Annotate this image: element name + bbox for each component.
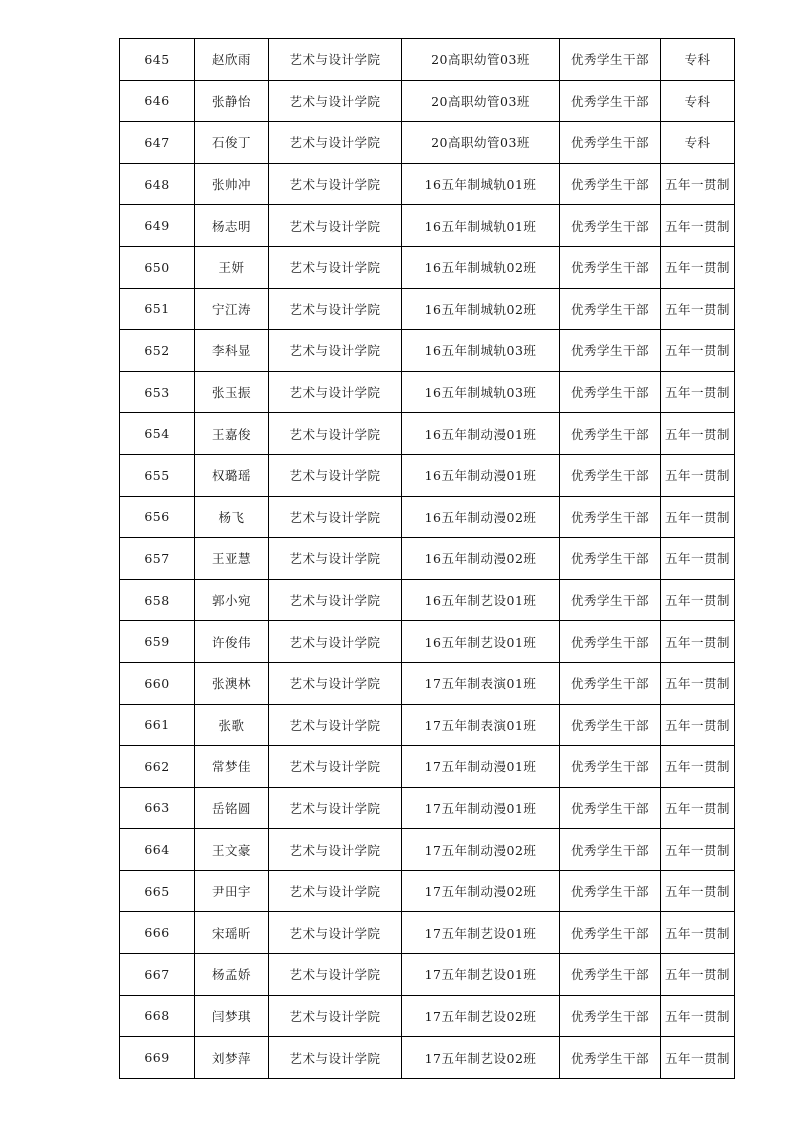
table-row — [120, 538, 735, 580]
program-type-cell: 五年一贯制 — [661, 205, 735, 247]
table-row — [120, 995, 735, 1037]
program-type-cell: 五年一贯制 — [661, 579, 735, 621]
serial-number-cell: 658 — [120, 579, 195, 621]
class-cell: 16五年制城轨03班 — [402, 371, 560, 413]
program-type-cell: 专科 — [661, 122, 735, 164]
serial-number-cell: 653 — [120, 371, 195, 413]
class-cell: 16五年制城轨02班 — [402, 246, 560, 288]
class-cell: 16五年制艺设01班 — [402, 579, 560, 621]
class-cell: 16五年制艺设01班 — [402, 621, 560, 663]
table-row — [120, 662, 735, 704]
award-cell: 优秀学生干部 — [560, 579, 661, 621]
college-cell: 艺术与设计学院 — [269, 371, 402, 413]
student-name-cell: 张澳林 — [195, 662, 269, 704]
college-cell: 艺术与设计学院 — [269, 163, 402, 205]
award-cell: 优秀学生干部 — [560, 870, 661, 912]
table-row — [120, 163, 735, 205]
student-name-cell: 杨孟娇 — [195, 954, 269, 996]
class-cell: 17五年制艺设02班 — [402, 1037, 560, 1079]
student-name-cell: 岳铭圆 — [195, 787, 269, 829]
award-cell: 优秀学生干部 — [560, 246, 661, 288]
class-cell: 17五年制艺设01班 — [402, 954, 560, 996]
program-type-cell: 五年一贯制 — [661, 995, 735, 1037]
student-name-cell: 张静怡 — [195, 80, 269, 122]
class-cell: 20高职幼管03班 — [402, 122, 560, 164]
program-type-cell: 五年一贯制 — [661, 912, 735, 954]
program-type-cell: 五年一贯制 — [661, 538, 735, 580]
award-cell: 优秀学生干部 — [560, 39, 661, 81]
table-row — [120, 621, 735, 663]
college-cell: 艺术与设计学院 — [269, 205, 402, 247]
award-cell: 优秀学生干部 — [560, 496, 661, 538]
student-name-cell: 刘梦萍 — [195, 1037, 269, 1079]
table-row — [120, 579, 735, 621]
award-cell: 优秀学生干部 — [560, 1037, 661, 1079]
class-cell: 16五年制城轨01班 — [402, 205, 560, 247]
award-cell: 优秀学生干部 — [560, 954, 661, 996]
program-type-cell: 五年一贯制 — [661, 746, 735, 788]
college-cell: 艺术与设计学院 — [269, 746, 402, 788]
class-cell: 20高职幼管03班 — [402, 80, 560, 122]
program-type-cell: 五年一贯制 — [661, 954, 735, 996]
award-cell: 优秀学生干部 — [560, 995, 661, 1037]
table-row — [120, 288, 735, 330]
student-name-cell: 常梦佳 — [195, 746, 269, 788]
serial-number-cell: 647 — [120, 122, 195, 164]
award-cell: 优秀学生干部 — [560, 122, 661, 164]
student-name-cell: 张歌 — [195, 704, 269, 746]
award-cell: 优秀学生干部 — [560, 205, 661, 247]
class-cell: 17五年制动漫01班 — [402, 746, 560, 788]
student-name-cell: 石俊丁 — [195, 122, 269, 164]
student-name-cell: 闫梦琪 — [195, 995, 269, 1037]
table-row — [120, 704, 735, 746]
award-cell: 优秀学生干部 — [560, 330, 661, 372]
program-type-cell: 专科 — [661, 39, 735, 81]
college-cell: 艺术与设计学院 — [269, 662, 402, 704]
student-name-cell: 许俊伟 — [195, 621, 269, 663]
award-cell: 优秀学生干部 — [560, 829, 661, 871]
table-row — [120, 912, 735, 954]
student-name-cell: 尹田宇 — [195, 870, 269, 912]
class-cell: 17五年制动漫02班 — [402, 829, 560, 871]
student-name-cell: 张帅冲 — [195, 163, 269, 205]
table-row — [120, 496, 735, 538]
student-name-cell: 宋瑶昕 — [195, 912, 269, 954]
table-row — [120, 454, 735, 496]
college-cell: 艺术与设计学院 — [269, 829, 402, 871]
class-cell: 17五年制表演01班 — [402, 662, 560, 704]
table-row — [120, 122, 735, 164]
college-cell: 艺术与设计学院 — [269, 538, 402, 580]
student-name-cell: 杨飞 — [195, 496, 269, 538]
award-cell: 优秀学生干部 — [560, 538, 661, 580]
class-cell: 17五年制表演01班 — [402, 704, 560, 746]
serial-number-cell: 648 — [120, 163, 195, 205]
program-type-cell: 专科 — [661, 80, 735, 122]
table-row — [120, 39, 735, 81]
program-type-cell: 五年一贯制 — [661, 787, 735, 829]
table-row — [120, 413, 735, 455]
table-row — [120, 80, 735, 122]
student-name-cell: 郭小宛 — [195, 579, 269, 621]
serial-number-cell: 645 — [120, 39, 195, 81]
college-cell: 艺术与设计学院 — [269, 496, 402, 538]
program-type-cell: 五年一贯制 — [661, 1037, 735, 1079]
program-type-cell: 五年一贯制 — [661, 371, 735, 413]
award-cell: 优秀学生干部 — [560, 621, 661, 663]
class-cell: 17五年制艺设02班 — [402, 995, 560, 1037]
class-cell: 16五年制动漫01班 — [402, 413, 560, 455]
program-type-cell: 五年一贯制 — [661, 621, 735, 663]
college-cell: 艺术与设计学院 — [269, 39, 402, 81]
college-cell: 艺术与设计学院 — [269, 246, 402, 288]
program-type-cell: 五年一贯制 — [661, 870, 735, 912]
serial-number-cell: 650 — [120, 246, 195, 288]
program-type-cell: 五年一贯制 — [661, 246, 735, 288]
serial-number-cell: 649 — [120, 205, 195, 247]
student-name-cell: 宁江涛 — [195, 288, 269, 330]
serial-number-cell: 655 — [120, 454, 195, 496]
table-row — [120, 371, 735, 413]
serial-number-cell: 657 — [120, 538, 195, 580]
award-cell: 优秀学生干部 — [560, 288, 661, 330]
serial-number-cell: 659 — [120, 621, 195, 663]
table-body — [120, 39, 735, 1079]
award-cell: 优秀学生干部 — [560, 413, 661, 455]
program-type-cell: 五年一贯制 — [661, 704, 735, 746]
student-name-cell: 张玉振 — [195, 371, 269, 413]
award-cell: 优秀学生干部 — [560, 704, 661, 746]
class-cell: 17五年制动漫01班 — [402, 787, 560, 829]
serial-number-cell: 654 — [120, 413, 195, 455]
serial-number-cell: 660 — [120, 662, 195, 704]
program-type-cell: 五年一贯制 — [661, 496, 735, 538]
college-cell: 艺术与设计学院 — [269, 621, 402, 663]
table-row — [120, 829, 735, 871]
student-name-cell: 赵欣雨 — [195, 39, 269, 81]
program-type-cell: 五年一贯制 — [661, 454, 735, 496]
table-row — [120, 1037, 735, 1079]
table-row — [120, 246, 735, 288]
college-cell: 艺术与设计学院 — [269, 288, 402, 330]
class-cell: 17五年制动漫02班 — [402, 870, 560, 912]
college-cell: 艺术与设计学院 — [269, 330, 402, 372]
serial-number-cell: 661 — [120, 704, 195, 746]
award-cell: 优秀学生干部 — [560, 371, 661, 413]
class-cell: 16五年制城轨01班 — [402, 163, 560, 205]
award-cell: 优秀学生干部 — [560, 787, 661, 829]
program-type-cell: 五年一贯制 — [661, 413, 735, 455]
program-type-cell: 五年一贯制 — [661, 662, 735, 704]
college-cell: 艺术与设计学院 — [269, 912, 402, 954]
class-cell: 16五年制动漫02班 — [402, 496, 560, 538]
serial-number-cell: 662 — [120, 746, 195, 788]
class-cell: 16五年制城轨03班 — [402, 330, 560, 372]
program-type-cell: 五年一贯制 — [661, 330, 735, 372]
serial-number-cell: 663 — [120, 787, 195, 829]
award-cell: 优秀学生干部 — [560, 662, 661, 704]
college-cell: 艺术与设计学院 — [269, 80, 402, 122]
class-cell: 16五年制动漫01班 — [402, 454, 560, 496]
student-award-table — [119, 38, 735, 1079]
serial-number-cell: 666 — [120, 912, 195, 954]
college-cell: 艺术与设计学院 — [269, 787, 402, 829]
award-cell: 优秀学生干部 — [560, 163, 661, 205]
college-cell: 艺术与设计学院 — [269, 454, 402, 496]
serial-number-cell: 665 — [120, 870, 195, 912]
college-cell: 艺术与设计学院 — [269, 122, 402, 164]
table-row — [120, 787, 735, 829]
student-name-cell: 王亚慧 — [195, 538, 269, 580]
serial-number-cell: 656 — [120, 496, 195, 538]
award-cell: 优秀学生干部 — [560, 454, 661, 496]
college-cell: 艺术与设计学院 — [269, 1037, 402, 1079]
serial-number-cell: 668 — [120, 995, 195, 1037]
student-name-cell: 王文豪 — [195, 829, 269, 871]
college-cell: 艺术与设计学院 — [269, 995, 402, 1037]
class-cell: 20高职幼管03班 — [402, 39, 560, 81]
award-cell: 优秀学生干部 — [560, 912, 661, 954]
class-cell: 16五年制城轨02班 — [402, 288, 560, 330]
table-row — [120, 330, 735, 372]
program-type-cell: 五年一贯制 — [661, 829, 735, 871]
program-type-cell: 五年一贯制 — [661, 288, 735, 330]
class-cell: 17五年制艺设01班 — [402, 912, 560, 954]
student-name-cell: 王嘉俊 — [195, 413, 269, 455]
student-name-cell: 杨志明 — [195, 205, 269, 247]
college-cell: 艺术与设计学院 — [269, 579, 402, 621]
student-name-cell: 王妍 — [195, 246, 269, 288]
serial-number-cell: 667 — [120, 954, 195, 996]
serial-number-cell: 646 — [120, 80, 195, 122]
student-name-cell: 权璐瑶 — [195, 454, 269, 496]
serial-number-cell: 664 — [120, 829, 195, 871]
table-row — [120, 205, 735, 247]
award-cell: 优秀学生干部 — [560, 80, 661, 122]
table-row — [120, 954, 735, 996]
program-type-cell: 五年一贯制 — [661, 163, 735, 205]
college-cell: 艺术与设计学院 — [269, 954, 402, 996]
serial-number-cell: 651 — [120, 288, 195, 330]
student-name-cell: 李科显 — [195, 330, 269, 372]
serial-number-cell: 669 — [120, 1037, 195, 1079]
college-cell: 艺术与设计学院 — [269, 870, 402, 912]
table-row — [120, 746, 735, 788]
college-cell: 艺术与设计学院 — [269, 704, 402, 746]
table-row — [120, 870, 735, 912]
college-cell: 艺术与设计学院 — [269, 413, 402, 455]
award-cell: 优秀学生干部 — [560, 746, 661, 788]
serial-number-cell: 652 — [120, 330, 195, 372]
class-cell: 16五年制动漫02班 — [402, 538, 560, 580]
